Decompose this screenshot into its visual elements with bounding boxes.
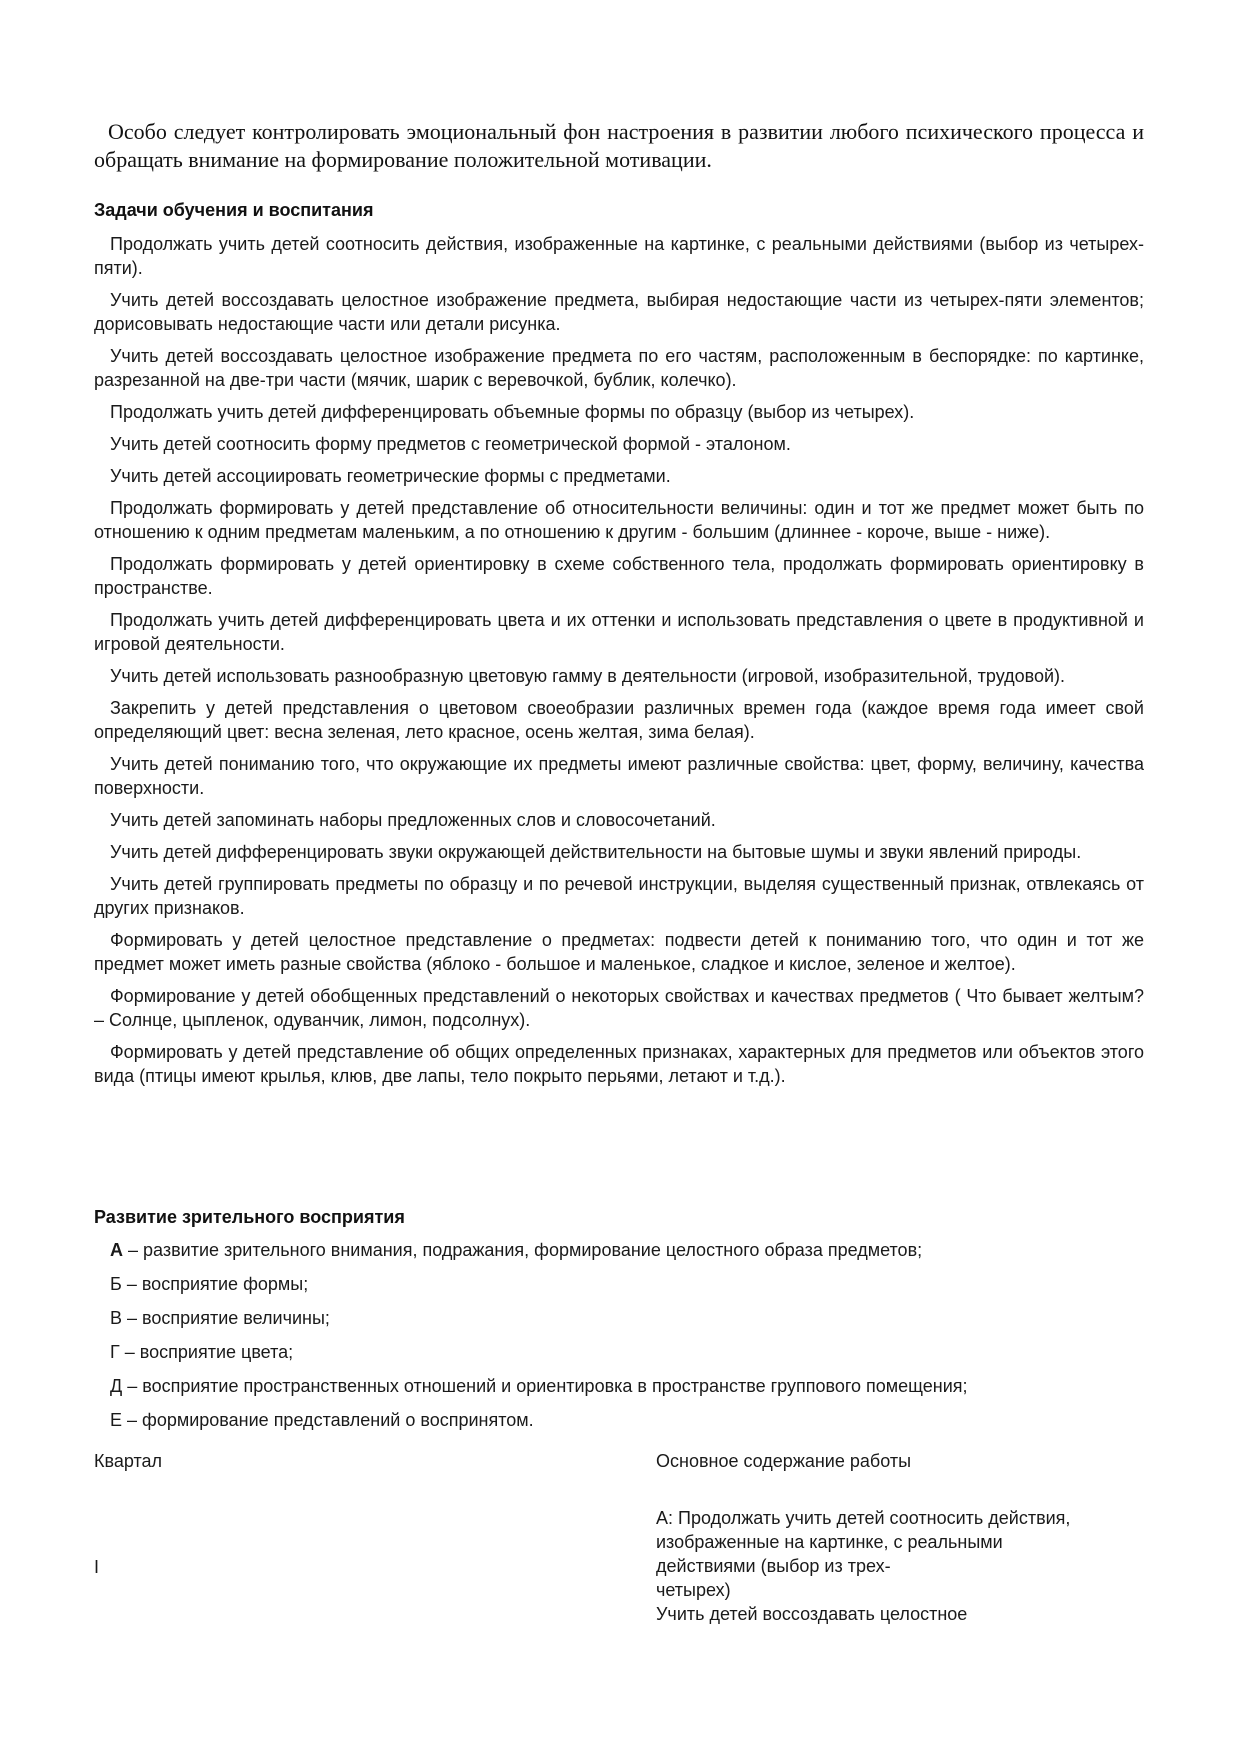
task-paragraph: Продолжать учить детей дифференцировать цвета и их оттенки и использовать представления о цвете в продуктивной и игровой деятельности. (94, 610, 1144, 654)
perception-item (94, 1340, 1144, 1364)
perception-item-letter: Б (110, 1274, 122, 1294)
perception-item-letter: Г (110, 1342, 120, 1362)
table-header-quarter: Квартал (94, 1451, 163, 1471)
task-paragraph: Учить детей ассоциировать геометрические формы с предметами. (110, 466, 671, 486)
task-paragraph: Продолжать учить детей дифференцировать объемные формы по образцу (выбор из четырех). (110, 402, 915, 422)
perception-item-text: – восприятие формы; (121, 1274, 309, 1294)
perception-item (94, 1374, 1144, 1398)
task-paragraph: Учить детей пониманию того, что окружающие их предметы имеют различные свойства: цвет, форму, величину, качества поверхности. (94, 754, 1144, 798)
table-cell-content: А: Продолжать учить детей соотносить действия, изображенные на картинке, с реальными действиями (выбор из трех- четырех) Учить детей воссоздавать целостное (656, 1508, 1071, 1624)
perception-item-letter: В (110, 1308, 123, 1328)
perception-item-letter: Д (110, 1376, 123, 1396)
task-paragraph: Учить детей соотносить форму предметов с геометрической формой - эталоном. (110, 434, 791, 454)
section-title-visual-perception: Развитие зрительного восприятия (94, 1207, 405, 1227)
task-paragraph: Продолжать формировать у детей ориентировку в схеме собственного тела, продолжать формировать ориентировку в пространстве. (94, 554, 1144, 598)
task-paragraph: Учить детей дифференцировать звуки окружающей действительности на бытовые шумы и звуки явлений природы. (110, 842, 1082, 862)
task-paragraph: Учить детей воссоздавать целостное изображение предмета, выбирая недостающие части из четырех-пяти элементов; дорисовывать недостающие части или детали рисунка. (94, 290, 1144, 334)
perception-item (94, 1272, 1144, 1296)
visual-perception-list (94, 1238, 1144, 1442)
table-cell-quarter: I (94, 1557, 100, 1577)
task-paragraph: Учить детей группировать предметы по образцу и по речевой инструкции, выделяя существенный признак, отвлекаясь от других признаков. (94, 874, 1144, 918)
task-paragraph: Формировать у детей целостное представление о предметах: подвести детей к пониманию того, что один и тот же предмет может иметь разные свойства (яблоко - большое и маленькое, сладкое и кислое, зеленое и желтое). (94, 930, 1144, 974)
task-paragraph: Закрепить у детей представления о цветовом своеобразии различных времен года (каждое время года имеет свой определяющий цвет: весна зеленая, лето красное, осень желтая, зима белая). (94, 698, 1144, 742)
table-header-content: Основное содержание работы (656, 1451, 912, 1471)
perception-item-text: – восприятие цвета; (119, 1342, 294, 1362)
intro-paragraph: Особо следует контролировать эмоциональный фон настроения в развитии любого психического процесса и обращать внимание на формирование положительной мотивации. (94, 119, 1144, 172)
task-paragraph: Учить детей использовать разнообразную цветовую гамму в деятельности (игровой, изобразительной, трудовой). (110, 666, 1066, 686)
task-paragraph: Учить детей воссоздавать целостное изображение предмета по его частям, расположенным в беспорядке: по картинке, разрезанной на две-три части (мячик, шарик с веревочкой, бублик, колечко). (94, 346, 1144, 390)
perception-item-text: – восприятие величины; (122, 1308, 330, 1328)
perception-item-text: – восприятие пространственных отношений и ориентировка в пространстве группового помещения; (122, 1376, 968, 1396)
perception-item (94, 1306, 1144, 1330)
tasks-list (94, 232, 1144, 1096)
perception-item-text: – формирование представлений о воспринятом. (122, 1410, 534, 1430)
perception-item (94, 1408, 1144, 1432)
perception-item (94, 1238, 1144, 1262)
perception-item-text: – развитие зрительного внимания, подражания, формирование целостного образа предметов; (123, 1240, 923, 1260)
task-paragraph: Продолжать учить детей соотносить действия, изображенные на картинке, с реальными действиями (выбор из четырех-пяти). (94, 234, 1144, 278)
perception-item-letter: Е (110, 1410, 123, 1430)
task-paragraph: Формирование у детей обобщенных представлений о некоторых свойствах и качествах предметов ( Что бывает желтым? – Солнце, цыпленок, одуванчик, лимон, подсолнух). (94, 986, 1144, 1030)
section-title-tasks: Задачи обучения и воспитания (94, 200, 374, 220)
task-paragraph: Продолжать формировать у детей представление об относительности величины: один и тот же предмет может быть по отношению к одним предметам маленьким, а по отношению к другим - большим (длиннее - короче, выше - ниже). (94, 498, 1144, 542)
perception-item-letter: А (110, 1240, 123, 1260)
task-paragraph: Учить детей запоминать наборы предложенных слов и словосочетаний. (110, 810, 716, 830)
task-paragraph: Формировать у детей представление об общих определенных признаках, характерных для предметов или объектов этого вида (птицы имеют крылья, клюв, две лапы, тело покрыто перьями, летают и т.д.). (94, 1042, 1144, 1086)
